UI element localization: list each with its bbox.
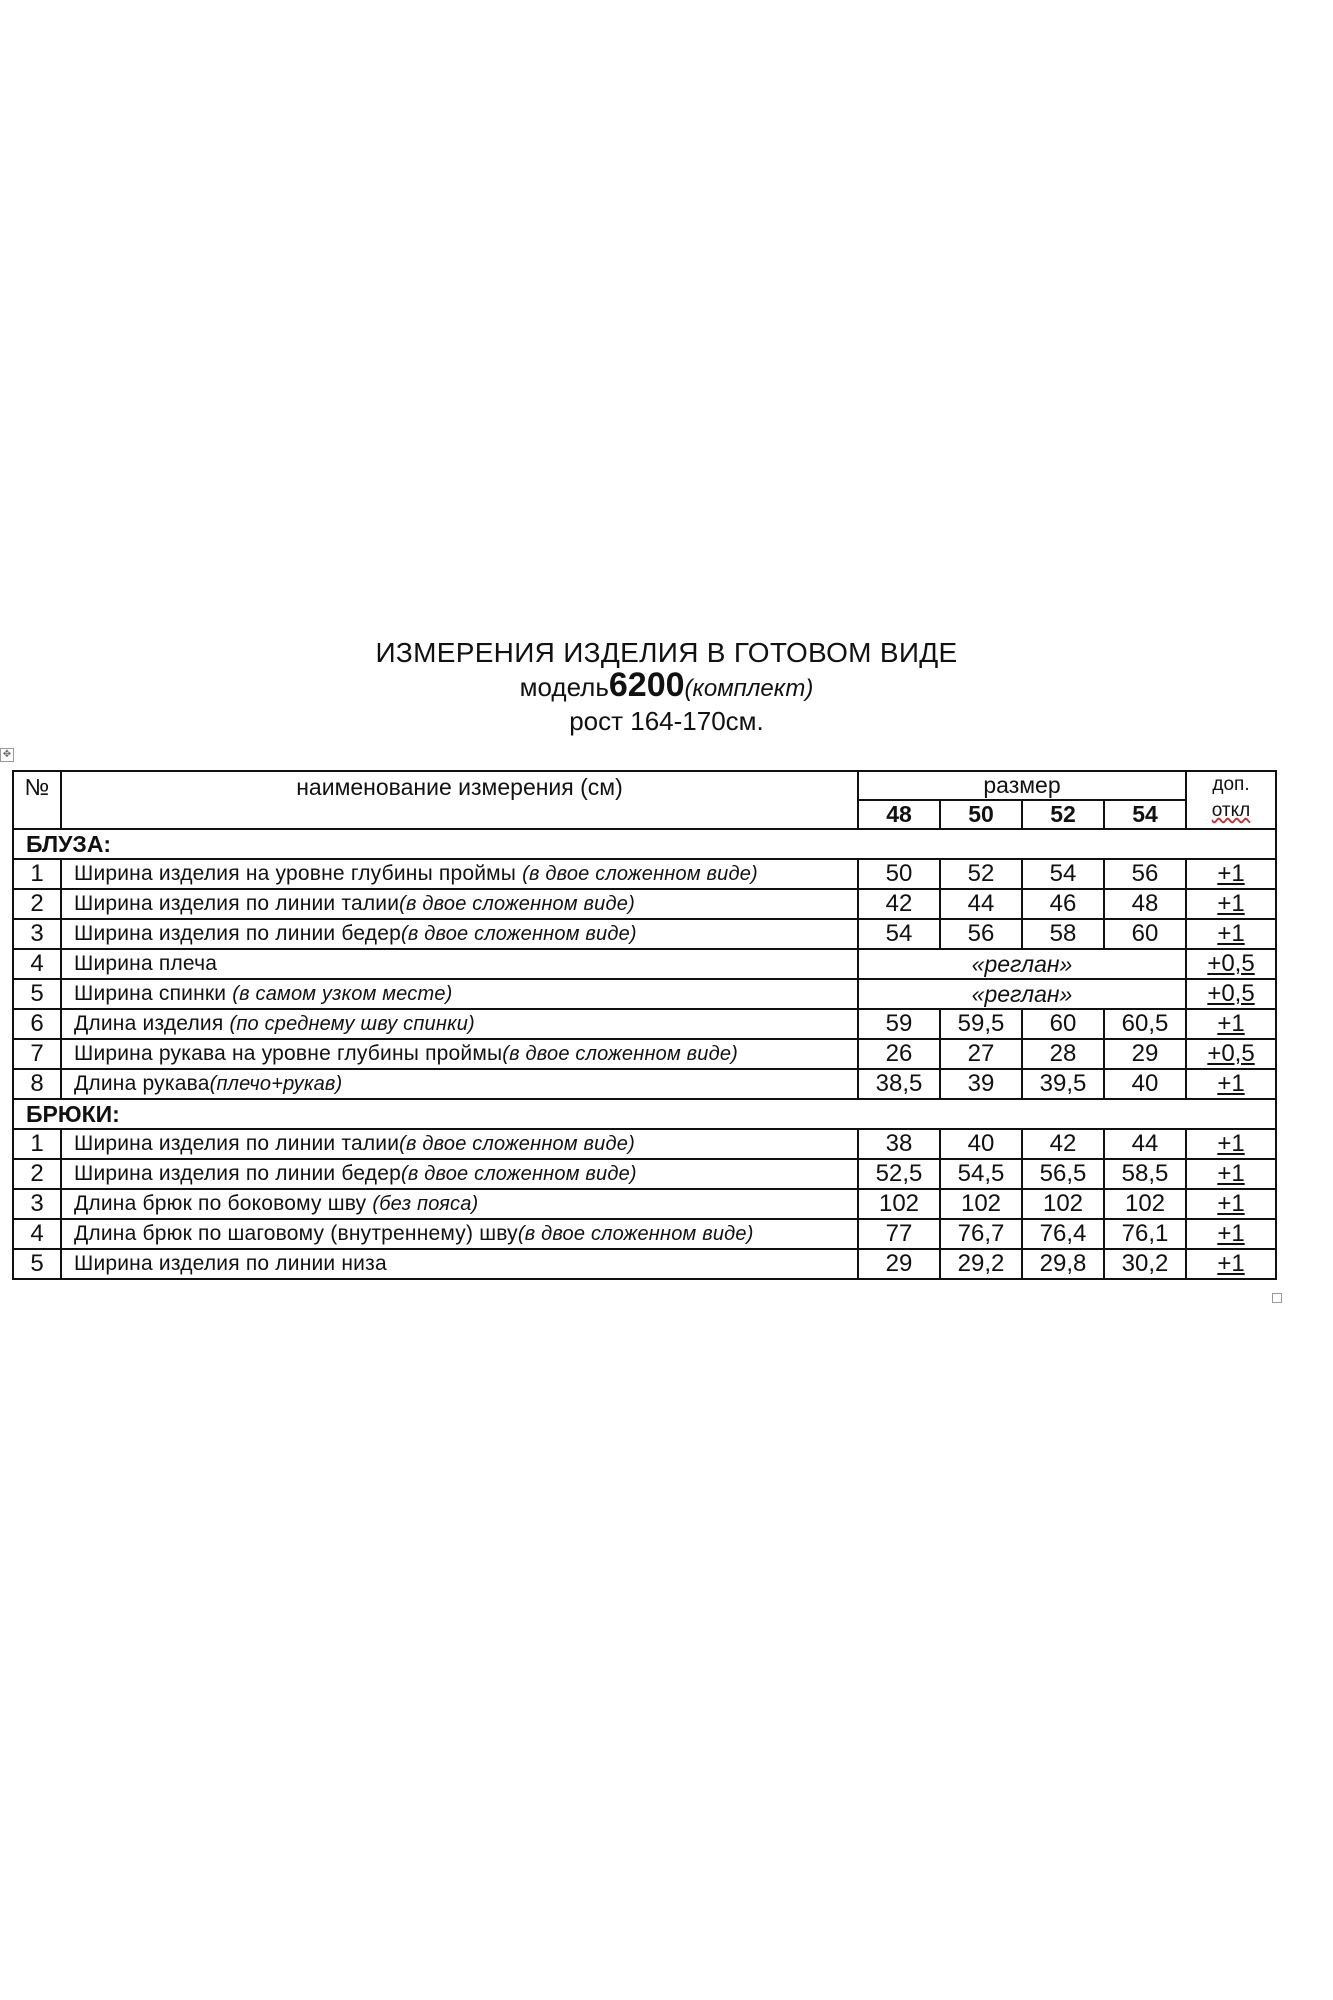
table-row: [13, 1159, 1276, 1189]
size-value: 40: [1104, 1069, 1186, 1099]
measurement-name: [61, 1039, 858, 1069]
row-number: 5: [13, 1249, 61, 1279]
header-tolerance: [1186, 771, 1276, 829]
tolerance: [1186, 1159, 1276, 1189]
measurement-label: Ширина плеча: [74, 952, 218, 975]
header-size-value: 54: [1104, 800, 1186, 829]
tolerance: [1186, 1129, 1276, 1159]
tolerance: [1186, 1039, 1276, 1069]
measurement-label: Длина брюк по боковому шву: [74, 1192, 373, 1215]
measurement-name: [61, 1009, 858, 1039]
measurement-label: Ширина рукава на уровне глубины проймы: [74, 1042, 503, 1065]
tolerance-value: +1: [1217, 890, 1245, 917]
table-move-handle-icon[interactable]: ✥: [0, 748, 14, 762]
tolerance: [1186, 919, 1276, 949]
section-row: [13, 1099, 1276, 1129]
measurement-note: (в двое сложенном виде): [401, 1163, 637, 1185]
document-title: ИЗМЕРЕНИЯ ИЗДЕЛИЯ В ГОТОВОМ ВИДЕ: [375, 637, 958, 668]
row-number: 2: [13, 1159, 61, 1189]
measurements-table: [12, 770, 1277, 1280]
tolerance: [1186, 1009, 1276, 1039]
tolerance: [1186, 1219, 1276, 1249]
table-row: [13, 859, 1276, 889]
size-value: 29,8: [1022, 1249, 1104, 1279]
header-size: размер: [858, 771, 1186, 800]
tolerance-value: +0,5: [1207, 1040, 1255, 1067]
size-value: 60: [1104, 919, 1186, 949]
table-row: [13, 1249, 1276, 1279]
size-value: 59: [858, 1009, 940, 1039]
measurement-name: [61, 1069, 858, 1099]
size-value: 76,7: [940, 1219, 1022, 1249]
row-number: 2: [13, 889, 61, 919]
merged-value: «реглан»: [858, 979, 1186, 1009]
size-value: 54,5: [940, 1159, 1022, 1189]
measurement-name: [61, 1159, 858, 1189]
measurement-note: (в двое сложенном виде): [517, 1223, 754, 1245]
size-value: 60: [1022, 1009, 1104, 1039]
tolerance: [1186, 979, 1276, 1009]
header-size-value: 48: [858, 800, 940, 829]
tolerance-value: +1: [1217, 1010, 1245, 1037]
tolerance: [1186, 859, 1276, 889]
row-number: 3: [13, 919, 61, 949]
size-value: 102: [1104, 1189, 1186, 1219]
size-value: 77: [858, 1219, 940, 1249]
table-row: [13, 1219, 1276, 1249]
header-number: №: [13, 771, 61, 829]
size-value: 29,2: [940, 1249, 1022, 1279]
row-number: 1: [13, 859, 61, 889]
section-title: БРЮКИ:: [13, 1099, 1276, 1129]
measurement-label: Ширина изделия по линии бедер: [74, 922, 402, 945]
merged-value: «реглан»: [858, 949, 1186, 979]
size-value: 39: [940, 1069, 1022, 1099]
tolerance: [1186, 1249, 1276, 1279]
document-header: [0, 636, 1333, 738]
size-value: 48: [1104, 889, 1186, 919]
size-value: 44: [1104, 1129, 1186, 1159]
tolerance: [1186, 1189, 1276, 1219]
size-value: 42: [858, 889, 940, 919]
row-number: 8: [13, 1069, 61, 1099]
size-value: 29: [858, 1249, 940, 1279]
table-row: [13, 919, 1276, 949]
tolerance-value: +1: [1217, 1220, 1245, 1247]
size-value: 102: [940, 1189, 1022, 1219]
tolerance-value: +1: [1217, 1190, 1245, 1217]
size-value: 76,4: [1022, 1219, 1104, 1249]
tolerance: [1186, 949, 1276, 979]
size-value: 29: [1104, 1039, 1186, 1069]
tolerance-value: +1: [1217, 920, 1245, 947]
header-tolerance-line1: доп.: [1212, 774, 1250, 795]
measurement-note: (в двое сложенном виде): [399, 1133, 635, 1155]
measurement-name: [61, 1219, 858, 1249]
measurement-label: Ширина изделия по линии талии: [74, 1132, 400, 1155]
size-value: 52,5: [858, 1159, 940, 1189]
size-value: 50: [858, 859, 940, 889]
measurement-label: Ширина изделия по линии низа: [74, 1252, 387, 1275]
measurement-note: (в двое сложенном виде): [401, 923, 637, 945]
model-prefix: модель: [519, 672, 609, 702]
header-tolerance-line2: откл: [1211, 800, 1251, 821]
measurement-note: (в самом узком месте): [232, 983, 453, 1005]
header-measurement-name: наименование измерения (см): [61, 771, 858, 829]
header-size-value: 50: [940, 800, 1022, 829]
size-value: 40: [940, 1129, 1022, 1159]
measurement-name: [61, 859, 858, 889]
measurement-label: Ширина изделия по линии бедер: [74, 1162, 402, 1185]
size-value: 26: [858, 1039, 940, 1069]
measurement-name: [61, 919, 858, 949]
measurement-note: (в двое сложенном виде): [522, 863, 758, 885]
tolerance-value: +1: [1217, 860, 1245, 887]
size-value: 54: [858, 919, 940, 949]
size-value: 58,5: [1104, 1159, 1186, 1189]
measurement-label: Длина изделия: [74, 1012, 230, 1035]
row-number: 5: [13, 979, 61, 1009]
measurement-name: [61, 1189, 858, 1219]
size-value: 54: [1022, 859, 1104, 889]
measurement-name: [61, 1249, 858, 1279]
header-size-value: 52: [1022, 800, 1104, 829]
table-row: [13, 1069, 1276, 1099]
row-number: 4: [13, 1219, 61, 1249]
size-value: 58: [1022, 919, 1104, 949]
size-value: 42: [1022, 1129, 1104, 1159]
size-value: 56: [1104, 859, 1186, 889]
height-range: рост 164-170см.: [569, 706, 764, 736]
table-row: [13, 949, 1276, 979]
measurement-name: [61, 889, 858, 919]
table-row: [13, 889, 1276, 919]
size-value: 27: [940, 1039, 1022, 1069]
section-row: [13, 829, 1276, 859]
measurement-note: (в двое сложенном виде): [502, 1043, 739, 1065]
table-row: [13, 1189, 1276, 1219]
tolerance-value: +1: [1217, 1250, 1245, 1277]
tolerance: [1186, 889, 1276, 919]
tolerance-value: +1: [1217, 1160, 1245, 1187]
row-number: 7: [13, 1039, 61, 1069]
table-row: [13, 1129, 1276, 1159]
size-value: 56: [940, 919, 1022, 949]
table-header-row: [13, 771, 1276, 800]
row-number: 4: [13, 949, 61, 979]
size-value: 39,5: [1022, 1069, 1104, 1099]
tolerance-value: +0,5: [1207, 980, 1255, 1007]
measurement-label: Ширина спинки: [74, 982, 233, 1005]
size-value: 30,2: [1104, 1249, 1186, 1279]
size-value: 60,5: [1104, 1009, 1186, 1039]
size-value: 38: [858, 1129, 940, 1159]
size-value: 38,5: [858, 1069, 940, 1099]
tolerance-value: +1: [1217, 1070, 1245, 1097]
size-value: 44: [940, 889, 1022, 919]
row-number: 3: [13, 1189, 61, 1219]
measurement-note: (по среднему шву спинки): [229, 1013, 475, 1035]
measurement-name: [61, 979, 858, 1009]
measurement-label: Ширина изделия на уровне глубины проймы: [74, 862, 523, 885]
measurement-note: (без пояса): [372, 1193, 479, 1215]
table-row: [13, 1009, 1276, 1039]
measurement-note: (плечо+рукав): [209, 1073, 343, 1095]
model-line: [0, 666, 1333, 705]
size-value: 59,5: [940, 1009, 1022, 1039]
measurement-name: [61, 1129, 858, 1159]
row-number: 1: [13, 1129, 61, 1159]
model-kit: (комплект): [684, 675, 814, 702]
size-value: 56,5: [1022, 1159, 1104, 1189]
section-title: БЛУЗА:: [13, 829, 1276, 859]
size-value: 102: [858, 1189, 940, 1219]
table-resize-handle-icon[interactable]: [1272, 1293, 1282, 1303]
size-value: 76,1: [1104, 1219, 1186, 1249]
size-value: 52: [940, 859, 1022, 889]
size-value: 28: [1022, 1039, 1104, 1069]
size-value: 46: [1022, 889, 1104, 919]
row-number: 6: [13, 1009, 61, 1039]
model-number: 6200: [608, 666, 685, 704]
tolerance-value: +0,5: [1207, 950, 1255, 977]
measurement-name: [61, 949, 858, 979]
measurement-label: Ширина изделия по линии талии: [74, 892, 400, 915]
measurement-label: Длина брюк по шаговому (внутреннему) шву: [74, 1222, 518, 1245]
size-value: 102: [1022, 1189, 1104, 1219]
tolerance: [1186, 1069, 1276, 1099]
table-row: [13, 1039, 1276, 1069]
table-row: [13, 979, 1276, 1009]
measurement-note: (в двое сложенном виде): [399, 893, 635, 915]
tolerance-value: +1: [1217, 1130, 1245, 1157]
measurement-label: Длина рукава: [74, 1072, 210, 1095]
